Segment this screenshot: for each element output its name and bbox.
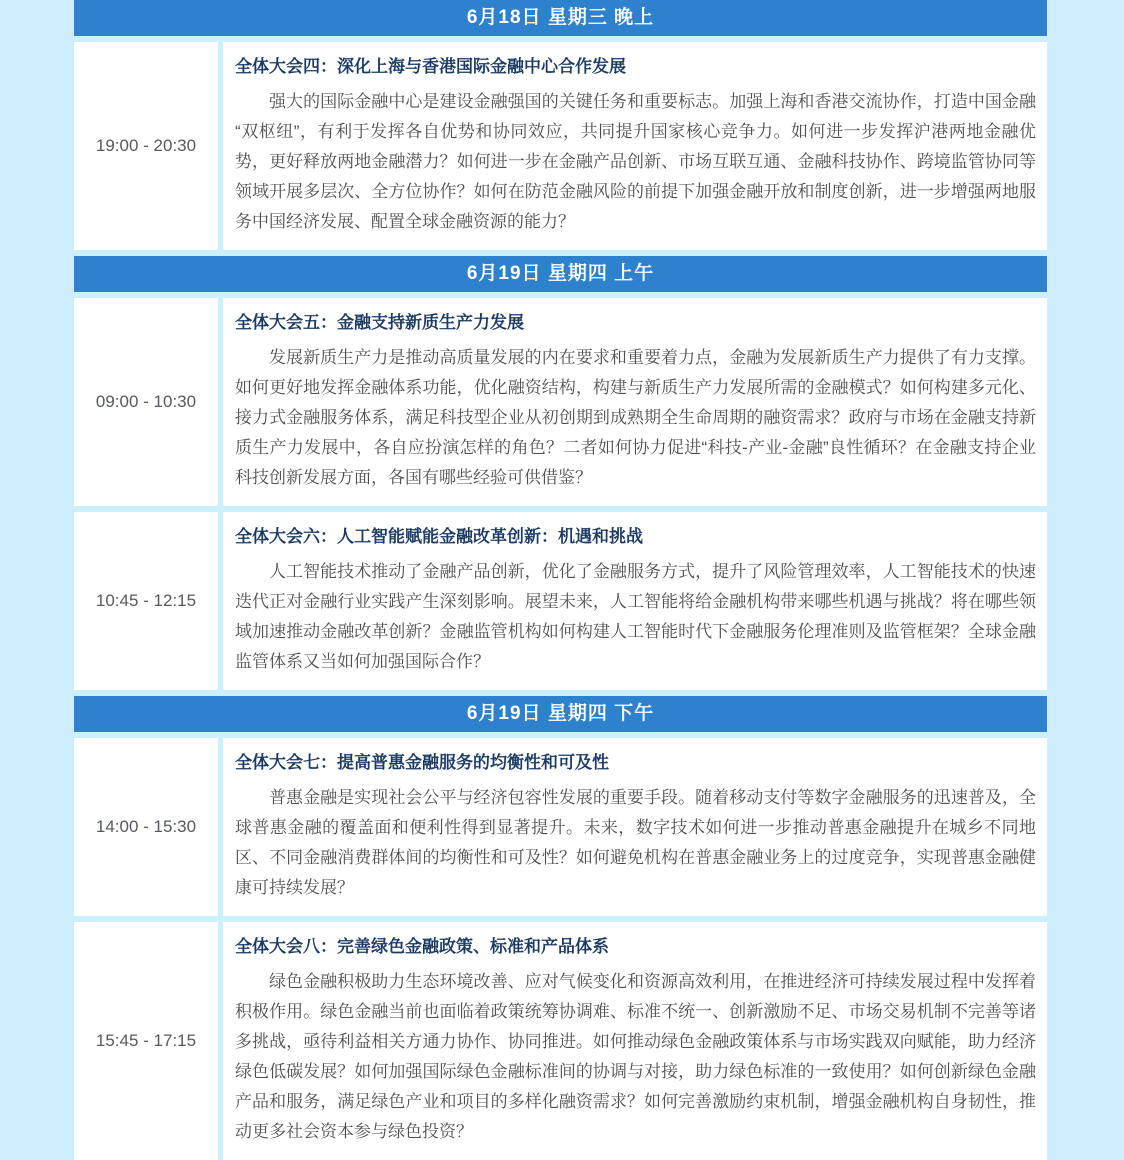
session-row-plenary-8	[74, 922, 1047, 1160]
day-header-label: 6月18日 星期三 晚上	[466, 7, 655, 28]
session-row-plenary-5	[74, 298, 1047, 506]
session-content	[223, 738, 1047, 916]
session-title: 全体大会四：深化上海与香港国际金融中心合作发展	[235, 57, 626, 76]
day-header-june19-afternoon	[74, 696, 1047, 732]
session-content	[223, 42, 1047, 250]
day-header-june18-evening	[74, 0, 1047, 36]
session-content	[223, 922, 1047, 1160]
conference-agenda	[74, 0, 1047, 1160]
session-content	[223, 298, 1047, 506]
session-time	[74, 738, 218, 916]
session-time	[74, 298, 218, 506]
session-time-label: 19:00 - 20:30	[95, 136, 197, 155]
session-description: 普惠金融是实现社会公平与经济包容性发展的重要手段。随着移动支付等数字金融服务的迅速普及，全球普惠金融的覆盖面和便利性得到显著提升。未来，数字技术如何进一步推动普惠金融提升在城乡不同地区、不同金融消费群体间的均衡性和可及性？如何避免机构在普惠金融业务上的过度竞争，实现普惠金融健康可持续发展？	[235, 788, 1036, 897]
day-header-label: 6月19日 星期四 下午	[466, 703, 655, 724]
session-description: 发展新质生产力是推动高质量发展的内在要求和重要着力点，金融为发展新质生产力提供了有力支撑。如何更好地发挥金融体系功能，优化融资结构，构建与新质生产力发展所需的金融模式？如何构建多元化、接力式金融服务体系，满足科技型企业从初创期到成熟期全生命周期的融资需求？政府与市场在金融支持新质生产力发展中，各自应扮演怎样的角色？二者如何协力促进“科技-产业-金融”良性循环？在金融支持企业科技创新发展方面，各国有哪些经验可供借鉴？	[235, 348, 1036, 487]
session-content	[223, 512, 1047, 690]
session-title: 全体大会七：提高普惠金融服务的均衡性和可及性	[235, 753, 609, 772]
session-description: 强大的国际金融中心是建设金融强国的关键任务和重要标志。加强上海和香港交流协作，打造中国金融“双枢纽”，有利于发挥各自优势和协同效应，共同提升国家核心竞争力。如何进一步发挥沪港两地金融优势，更好释放两地金融潜力？如何进一步在金融产品创新、市场互联互通、金融科技协作、跨境监管协同等领域开展多层次、全方位协作？如何在防范金融风险的前提下加强金融开放和制度创新，进一步增强两地服务中国经济发展、配置全球金融资源的能力？	[235, 92, 1036, 231]
session-row-plenary-6	[74, 512, 1047, 690]
session-time	[74, 42, 218, 250]
session-title: 全体大会六：人工智能赋能金融改革创新：机遇和挑战	[235, 527, 643, 546]
session-time	[74, 922, 218, 1160]
session-description: 人工智能技术推动了金融产品创新，优化了金融服务方式，提升了风险管理效率，人工智能技术的快速迭代正对金融行业实践产生深刻影响。展望未来，人工智能将给金融机构带来哪些机遇与挑战？将在哪些领域加速推动金融改革创新？金融监管机构如何构建人工智能时代下金融服务伦理准则及监管框架？全球金融监管体系又当如何加强国际合作？	[235, 562, 1036, 671]
session-time	[74, 512, 218, 690]
day-header-june19-morning	[74, 256, 1047, 292]
session-row-plenary-4	[74, 42, 1047, 250]
session-time-label: 14:00 - 15:30	[95, 817, 197, 836]
session-description: 绿色金融积极助力生态环境改善、应对气候变化和资源高效利用，在推进经济可持续发展过程中发挥着积极作用。绿色金融当前也面临着政策统筹协调难、标准不统一、创新激励不足、市场交易机制不完善等诸多挑战，亟待利益相关方通力协作、协同推进。如何推动绿色金融政策体系与市场实践双向赋能，助力经济绿色低碳发展？如何加强国际绿色金融标准间的协调与对接，助力绿色标准的一致使用？如何创新绿色金融产品和服务，满足绿色产业和项目的多样化融资需求？如何完善激励约束机制，增强金融机构自身韧性，推动更多社会资本参与绿色投资？	[235, 972, 1036, 1141]
day-header-label: 6月19日 星期四 上午	[466, 263, 655, 284]
session-title: 全体大会八：完善绿色金融政策、标准和产品体系	[235, 937, 609, 956]
session-time-label: 09:00 - 10:30	[95, 392, 197, 411]
session-time-label: 15:45 - 17:15	[95, 1031, 197, 1050]
session-title: 全体大会五：金融支持新质生产力发展	[235, 313, 524, 332]
session-time-label: 10:45 - 12:15	[95, 591, 197, 610]
session-row-plenary-7	[74, 738, 1047, 916]
